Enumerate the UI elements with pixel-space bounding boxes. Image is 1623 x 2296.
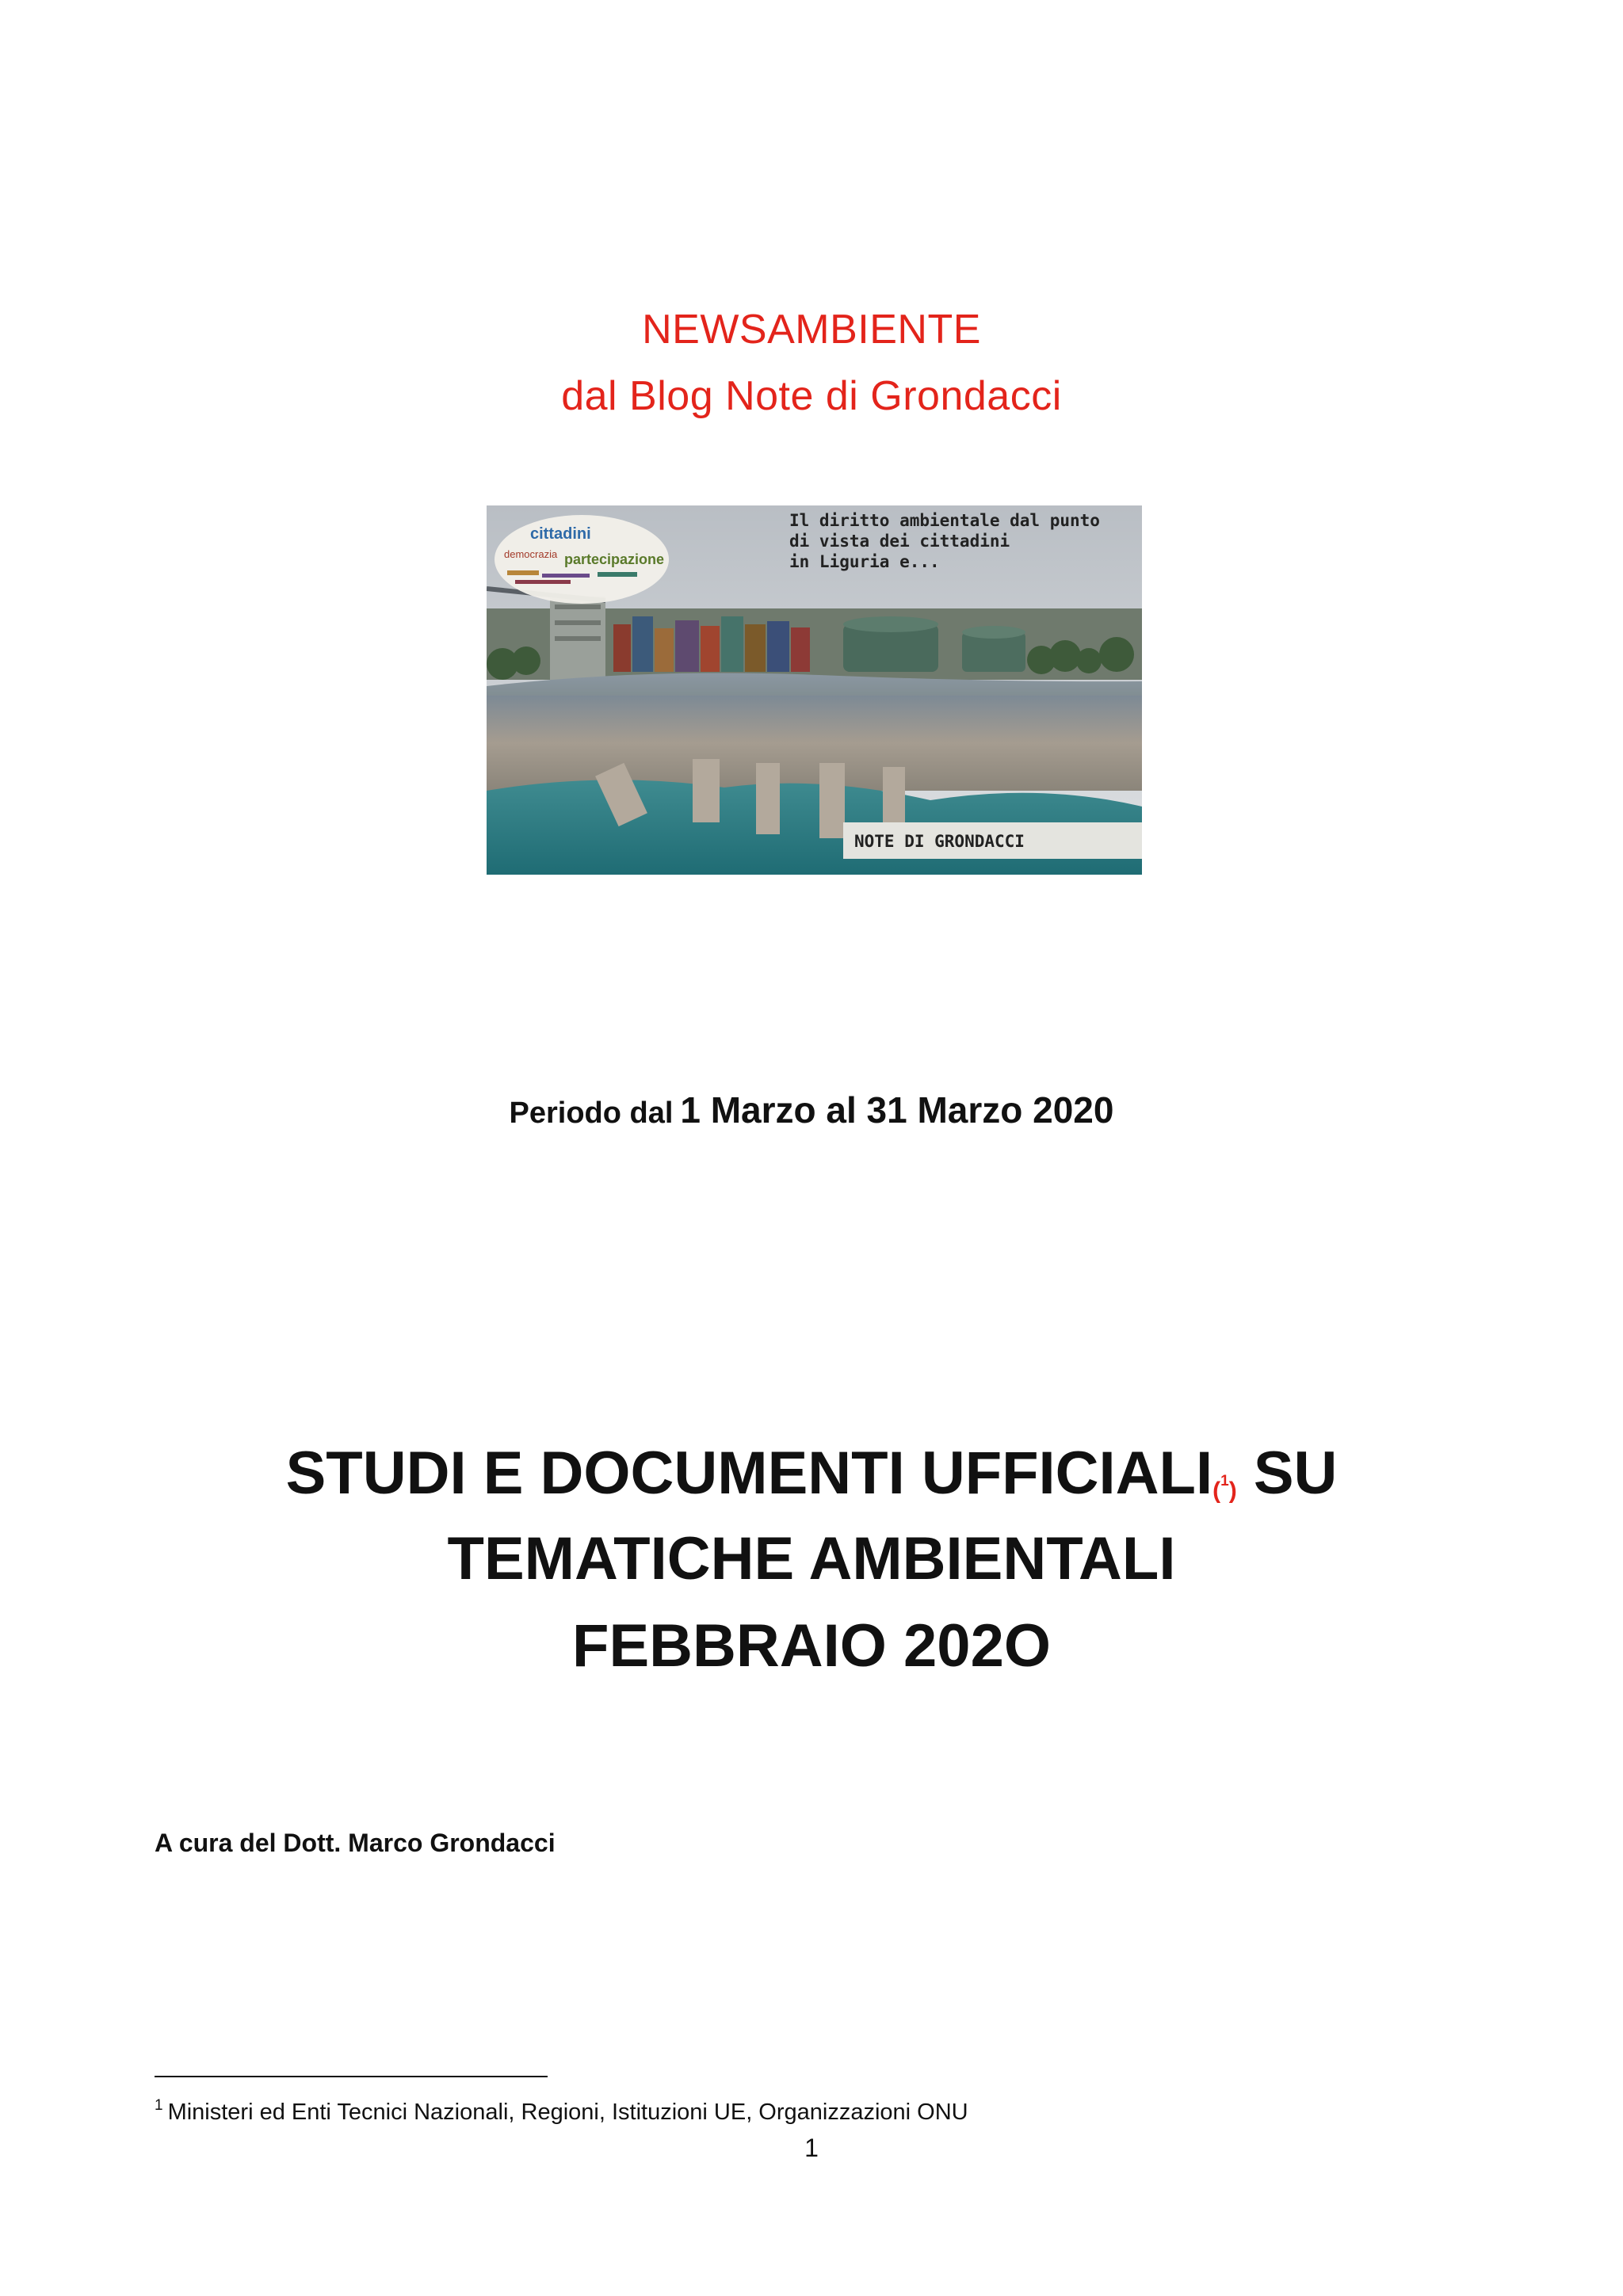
main-title-line-2: TEMATICHE AMBIENTALI [447, 1525, 1176, 1592]
main-title-line-1 [0, 1440, 1623, 1507]
banner-caption-line: di vista dei cittadini [789, 532, 1010, 551]
period-line [0, 1089, 1623, 1131]
banner-image [487, 505, 1142, 875]
footnote-reference[interactable] [1212, 1473, 1237, 1504]
word-cloud-term: democrazia [504, 548, 558, 560]
main-title-text: SU [1253, 1440, 1338, 1507]
footnote [155, 2097, 968, 2126]
banner-caption-line: in Liguria e... [789, 552, 940, 571]
footnote-ref-open: ( [1212, 1478, 1221, 1504]
footnote-text: Ministeri ed Enti Tecnici Nazionali, Regioni, Istituzioni UE, Organizzazioni ONU [167, 2100, 968, 2125]
period-dates: 1 Marzo al 31 Marzo 2020 [680, 1089, 1114, 1131]
curator-credit: A cura del Dott. Marco Grondacci [155, 1829, 556, 1857]
banner-caption-line: Il diritto ambientale dal punto [789, 511, 1100, 530]
period-lead: Periodo dal [509, 1097, 674, 1130]
newsletter-title: NEWSAMBIENTE [642, 307, 981, 353]
footnote-ref-close: ) [1228, 1478, 1237, 1504]
word-cloud-term: cittadini [530, 525, 591, 543]
newsletter-subtitle: dal Blog Note di Grondacci [561, 373, 1062, 419]
main-title-line-3: FEBBRAIO 202O [572, 1612, 1051, 1680]
footnote-number: 1 [155, 2097, 163, 2114]
footnote-separator [155, 2076, 548, 2077]
footnote-ref-number: 1 [1220, 1473, 1229, 1489]
word-cloud-term: partecipazione [564, 551, 665, 567]
page-number: 1 [804, 2134, 819, 2162]
main-title-text: STUDI E DOCUMENTI UFFICIALI [285, 1440, 1213, 1507]
banner-footer-label: NOTE DI GRONDACCI [854, 832, 1025, 851]
